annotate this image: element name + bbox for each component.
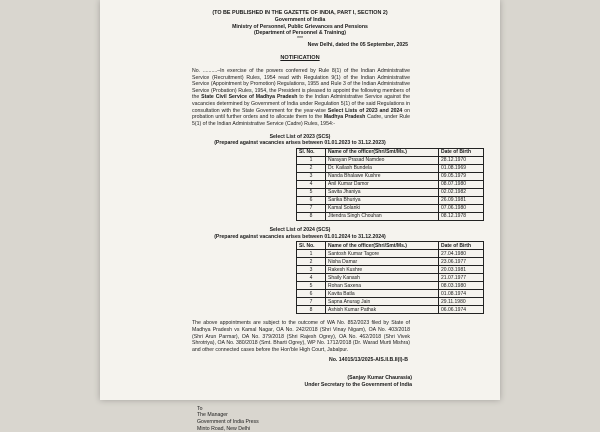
select-list-2024-table xyxy=(296,241,484,314)
col-date-of-birth: Date of Birth xyxy=(439,149,484,157)
address-line-1: The Manager xyxy=(197,412,228,419)
table-row: 5 Savita Jhaniya 02.02.1982 xyxy=(297,189,484,197)
select-list-2023-table xyxy=(296,148,484,221)
closing-paragraph: The above appointments are subject to the outcome of WA No. 852/2023 filed by State of Madhya Pradesh vs Kamal Nagar, OA No. 242/2018 (Shri Vinay Nigam), OA No. 403/2018 (Shri Arun Parmar), OA No. 379/2018 (Shri Rajesh Ogrey), OA No. 462/2018 (Shri Vivek Shrotriya), OA No. 380/2018 (Smt. Bharti Ogrey), WP No. 1712/2018 (Dr. Warad Murti Mishra) and other connected cases before the Hon'ble High Court, Jabalpur. xyxy=(192,320,410,353)
table-row: 6 Sarika Bhuriya 26.09.1981 xyxy=(297,197,484,205)
file-number: No. 14015/13/2025-AIS.II.B.II(I)-B xyxy=(329,356,408,363)
table-row: 3 Nanda Bhalawe Kushre 09.05.1979 xyxy=(297,173,484,181)
col-officer-name: Name of the officer(Shri/Smt/Ms.) xyxy=(326,149,439,157)
col-sl-no: Sl. No. xyxy=(297,149,326,157)
signatory-name: (Sanjay Kumar Chaurasia) xyxy=(347,375,412,382)
date-line: New Delhi, dated the 05 September, 2025 xyxy=(307,42,408,49)
table-row: 4 Anil Kumar Damor 08.07.1980 xyxy=(297,181,484,189)
signature-block xyxy=(100,375,500,388)
ministry-name: Ministry of Personnel, Public Grievances and Pensions xyxy=(232,23,368,30)
table-row: 5 Rohan Saxena 08.03.1980 xyxy=(297,282,484,290)
table-row: 8 Jitendra Singh Chouhan 08.12.1978 xyxy=(297,213,484,221)
table-row: 3 Rakesh Kushre 20.03.1981 xyxy=(297,266,484,274)
table-row: 7 Kamal Solanki 07.06.1980 xyxy=(297,205,484,213)
table-row: 4 Shaily Kanash 21.07.1977 xyxy=(297,274,484,282)
select-list-2023-subtitle: (Prepared against vacancies arises between 01.01.2023 to 31.12.2023) xyxy=(214,140,386,147)
table-header-row xyxy=(297,242,484,250)
document-page xyxy=(100,0,500,432)
table-row: 8 Ashish Kumar Pathak 06.06.1974 xyxy=(297,306,484,314)
separator-stars: *** xyxy=(296,35,304,42)
select-list-2024-title: Select List of 2024 (SCS) xyxy=(269,227,331,234)
notification-title: NOTIFICATION xyxy=(280,54,320,61)
department-name: (Department of Personnel & Training) xyxy=(254,30,346,37)
table-row: 2 Nisha Damar 23.06.1977 xyxy=(297,258,484,266)
government-name: Government of India xyxy=(274,16,326,23)
signatory-designation: Under Secretary to the Government of India xyxy=(304,381,412,388)
col-sl-no: Sl. No. xyxy=(297,242,326,250)
select-list-2023-title: Select List of 2023 (SCS) xyxy=(269,133,331,140)
table-row: 1 Narayan Prasad Namdeo 28.12.1970 xyxy=(297,157,484,165)
select-list-2024-subtitle: (Prepared against vacancies arises between 01.01.2024 to 31.12.2024) xyxy=(214,233,386,240)
gazette-note: (TO BE PUBLISHED IN THE GAZETTE OF INDIA, PART I, SECTION 2) xyxy=(212,10,388,16)
recipient-address xyxy=(197,406,500,432)
address-line-2: Government of India Press xyxy=(197,418,259,425)
notification-body: No. ..........–In exercise of the powers conferred by Rule 8(1) of the Indian Administrative Service (Recruitment) Rules, 1954 read with Regulation 9(1) of the Indian Administrative Service (Appointment by Promotion) Regulations, 1955 and Rule 3 of the Indian Administrative Service (Probation) Rules, 1954, the President is pleased to appoint the following members of the State Civil Service of Madhya Pradesh to the Indian Administrative Service against the vacancies determined by Government of India under Regulation 5(1) of the said Regulations in consultation with the State Government for the year-wise Select Lists of 2023 and 2024 on probation until further orders and to allocate them to the Madhya Pradesh Cadre, under Rule 5(1) of the Indian Administrative Service (Cadre) Rules, 1954:- xyxy=(192,67,410,128)
col-date-of-birth: Date of Birth xyxy=(439,242,484,250)
letterhead xyxy=(100,10,500,41)
table-row: 1 Santosh Kumar Tagore 27.04.1980 xyxy=(297,250,484,258)
address-to: To xyxy=(197,405,203,412)
address-line-3: Minto Road, New Delhi xyxy=(197,425,251,432)
table-row: 7 Sapna Anurag Jain 29.11.1980 xyxy=(297,298,484,306)
table-header-row xyxy=(297,149,484,157)
table-row: 6 Kavita Batla 01.08.1974 xyxy=(297,290,484,298)
table-row: 2 Dr. Kailash Bundela 01.08.1969 xyxy=(297,165,484,173)
col-officer-name: Name of the officer(Shri/Smt/Ms.) xyxy=(326,242,439,250)
